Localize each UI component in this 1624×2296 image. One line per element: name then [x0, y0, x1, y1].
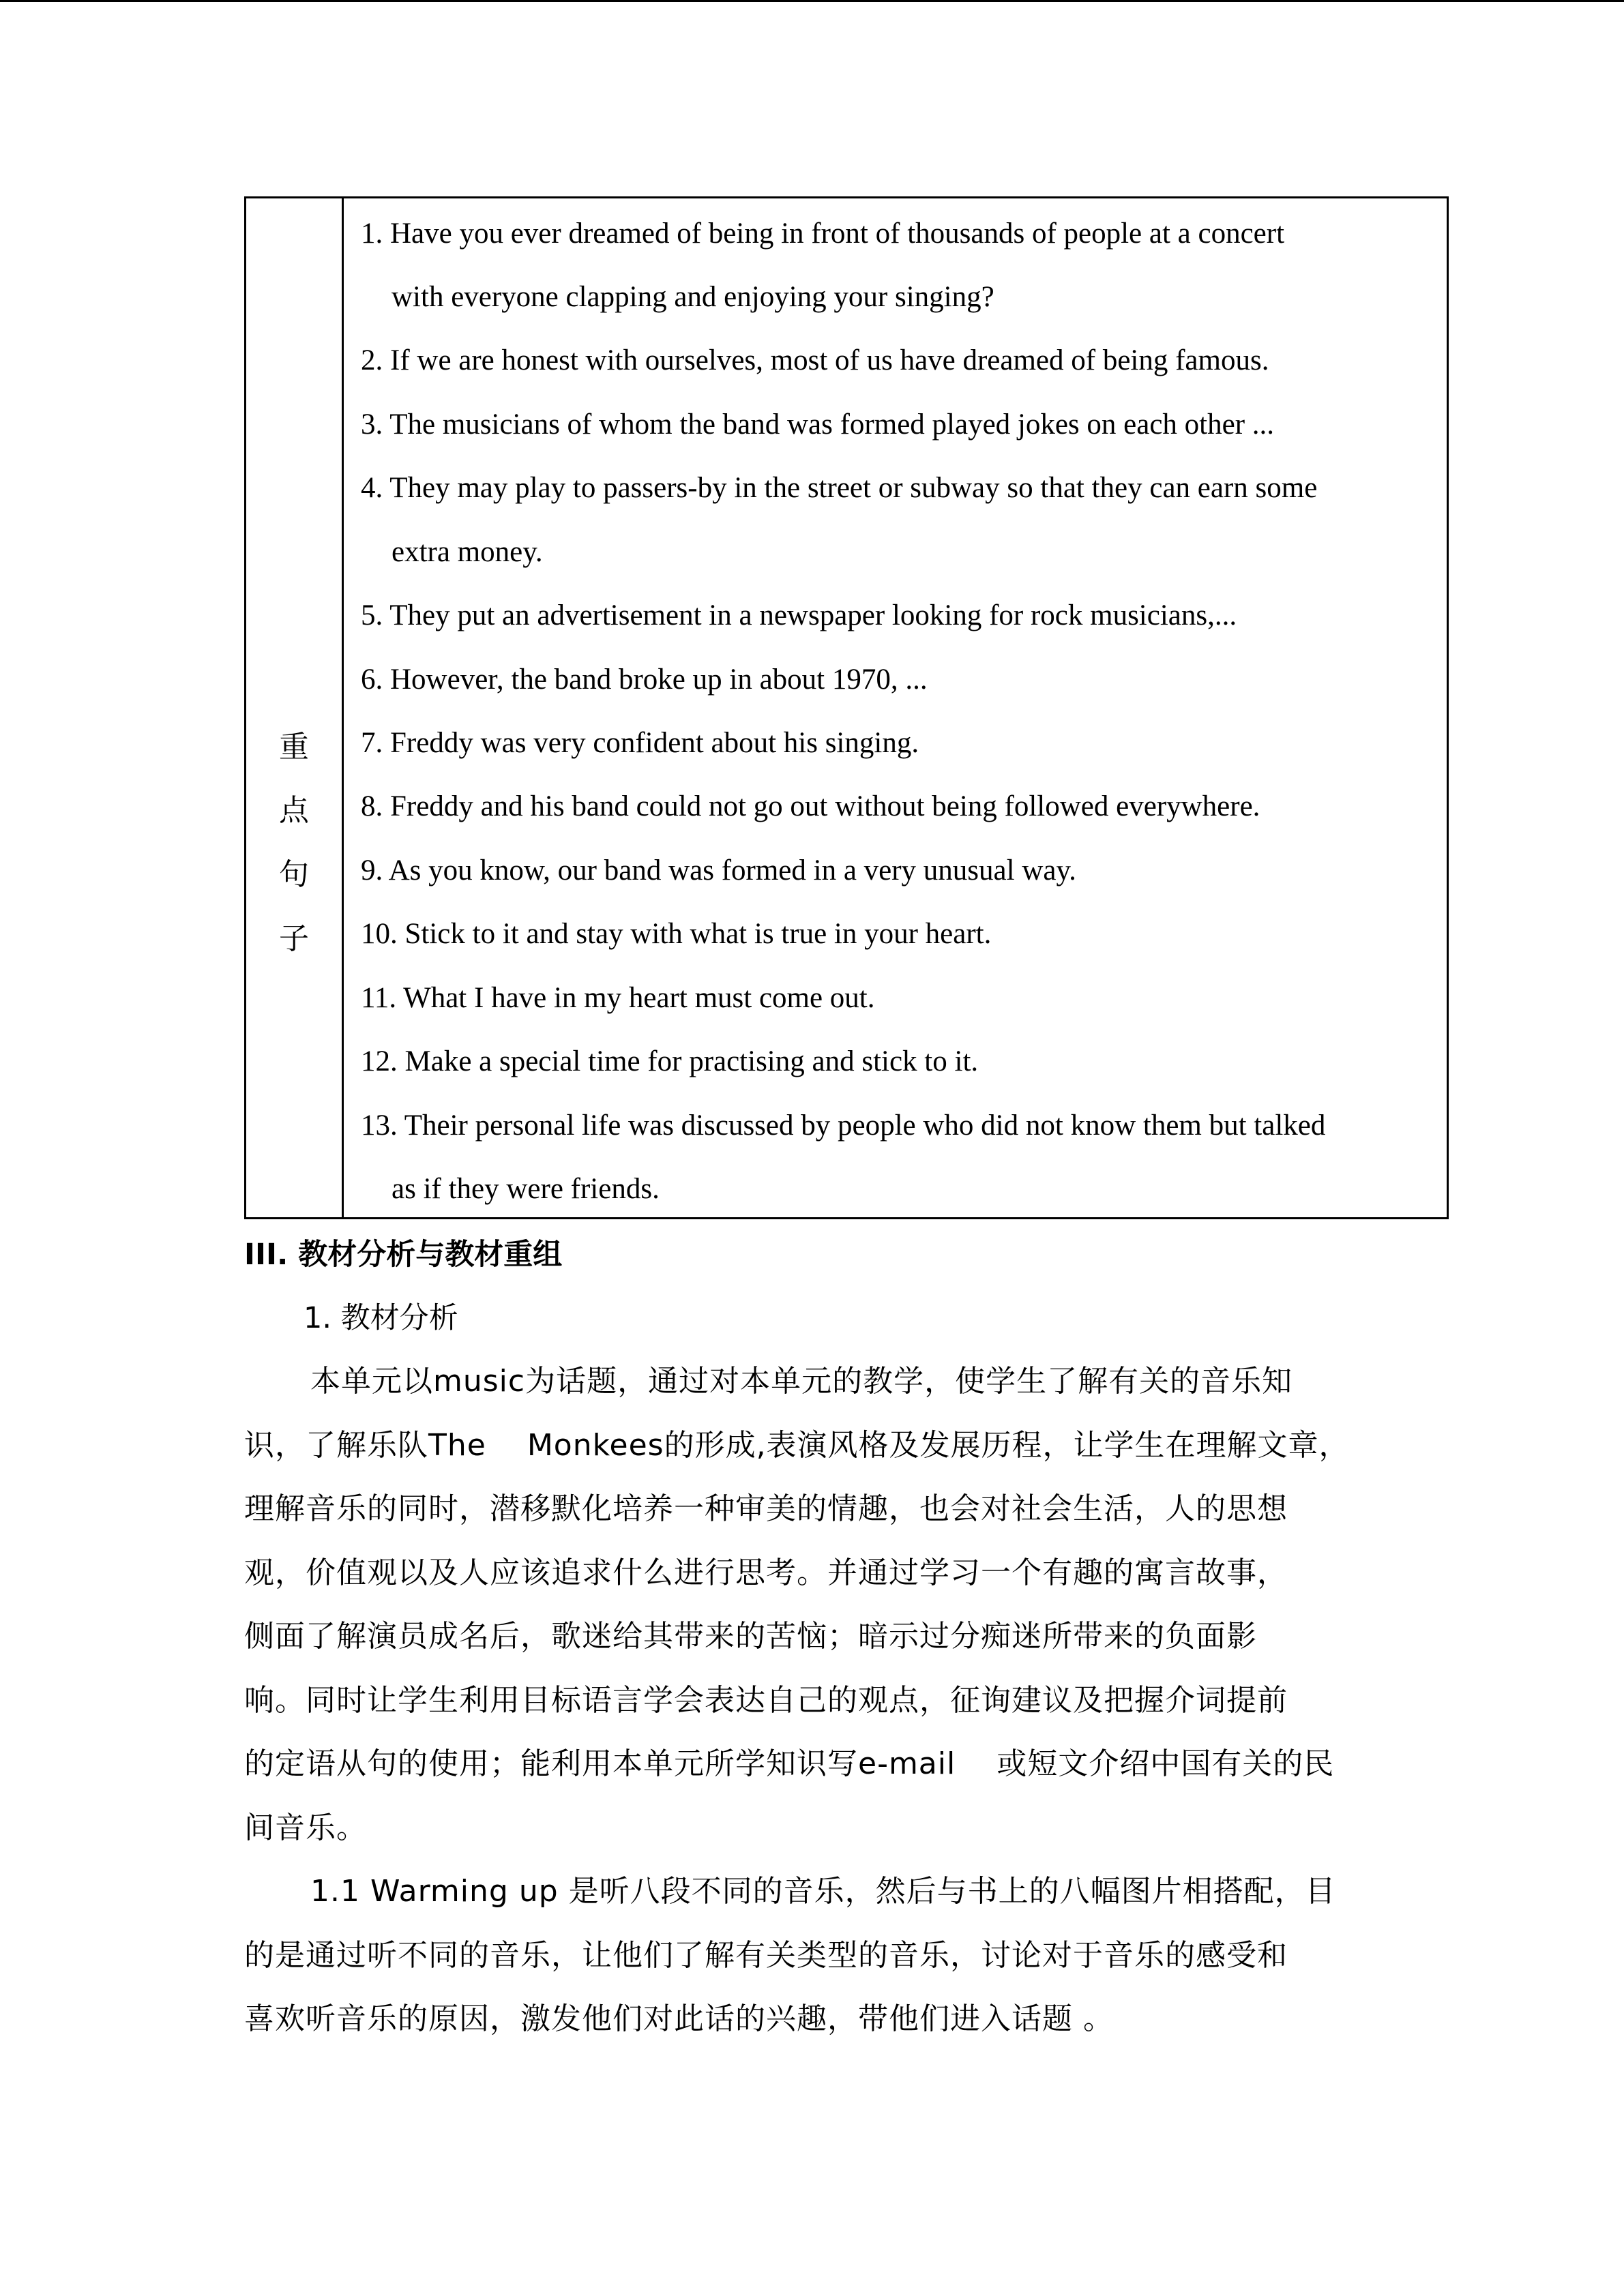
sentence-line: 1. Have you ever dreamed of being in front of thousands of people at a concert: [361, 218, 1285, 250]
sentence-line: 4. They may play to passers-by in the street or subway so that they can earn some: [361, 472, 1318, 504]
sentence-line: 13. Their personal life was discussed by people who did not know them but talked: [361, 1109, 1326, 1142]
paragraph-line: 响。同时让学生利用目标语言学会表达自己的观点，征询建议及把握介词提前: [244, 1683, 1288, 1718]
paragraph-line: 本单元以music为话题，通过对本单元的教学，使学生了解有关的音乐知: [310, 1364, 1293, 1399]
subsection-heading: 1. 教材分析: [304, 1301, 458, 1335]
paragraph-line: 侧面了解演员成名后，歌迷给其带来的苦恼；暗示过分痴迷所带来的负面影: [244, 1619, 1257, 1654]
key-sentences-table: [244, 196, 1449, 1219]
sentence-line: 9. As you know, our band was formed in a very unusual way.: [361, 854, 1076, 886]
paragraph-line: 1.1 Warming up 是听八段不同的音乐，然后与书上的八幅图片相搭配，目: [310, 1874, 1336, 1909]
sentence-line: 11. What I have in my heart must come out.: [361, 982, 875, 1014]
sentence-line: extra money.: [392, 536, 543, 568]
sentence-line: 8. Freddy and his band could not go out without being followed everywhere.: [361, 790, 1260, 822]
sentence-line: 3. The musicians of whom the band was formed played jokes on each other ...: [361, 408, 1275, 441]
paragraph-line: 观，价值观以及人应该追求什么进行思考。并通过学习一个有趣的寓言故事，: [244, 1555, 1288, 1590]
table-label-cell: [246, 198, 344, 1217]
label-char: 子: [279, 921, 309, 956]
sentence-line: 6. However, the band broke up in about 1970, ...: [361, 664, 928, 696]
label-char: 点: [279, 793, 309, 828]
sentence-line: with everyone clapping and enjoying your singing?: [392, 281, 994, 313]
paragraph-line: 喜欢听音乐的原因，激发他们对此话的兴趣，带他们进入话题 。: [244, 2001, 1114, 2036]
label-char: 句: [279, 857, 309, 892]
paragraph-line: 的定语从句的使用；能利用本单元所学知识写e-mail 或短文介绍中国有关的民: [244, 1746, 1335, 1781]
label-char: 重: [279, 730, 309, 764]
sentence-line: 10. Stick to it and stay with what is true in your heart.: [361, 918, 992, 950]
page-top-border: [0, 0, 1624, 2]
section-heading: III. 教材分析与教材重组: [244, 1238, 563, 1272]
sentence-line: 7. Freddy was very confident about his singing.: [361, 727, 919, 759]
sentence-line: 2. If we are honest with ourselves, most of us have dreamed of being famous.: [361, 344, 1269, 376]
sentence-line: as if they were friends.: [392, 1173, 660, 1205]
paragraph-line: 的是通过听不同的音乐，让他们了解有关类型的音乐，讨论对于音乐的感受和: [244, 1938, 1288, 1973]
paragraph-line: 理解音乐的同时，潜移默化培养一种审美的情趣，也会对社会生活，人的思想: [244, 1491, 1288, 1526]
paragraph-line: 识，了解乐队The Monkees的形成,表演风格及发展历程，让学生在理解文章，: [244, 1428, 1350, 1463]
sentence-line: 5. They put an advertisement in a newspaper looking for rock musicians,...: [361, 599, 1237, 631]
sentence-line: 12. Make a special time for practising and stick to it.: [361, 1045, 979, 1077]
paragraph-line: 间音乐。: [244, 1810, 367, 1845]
